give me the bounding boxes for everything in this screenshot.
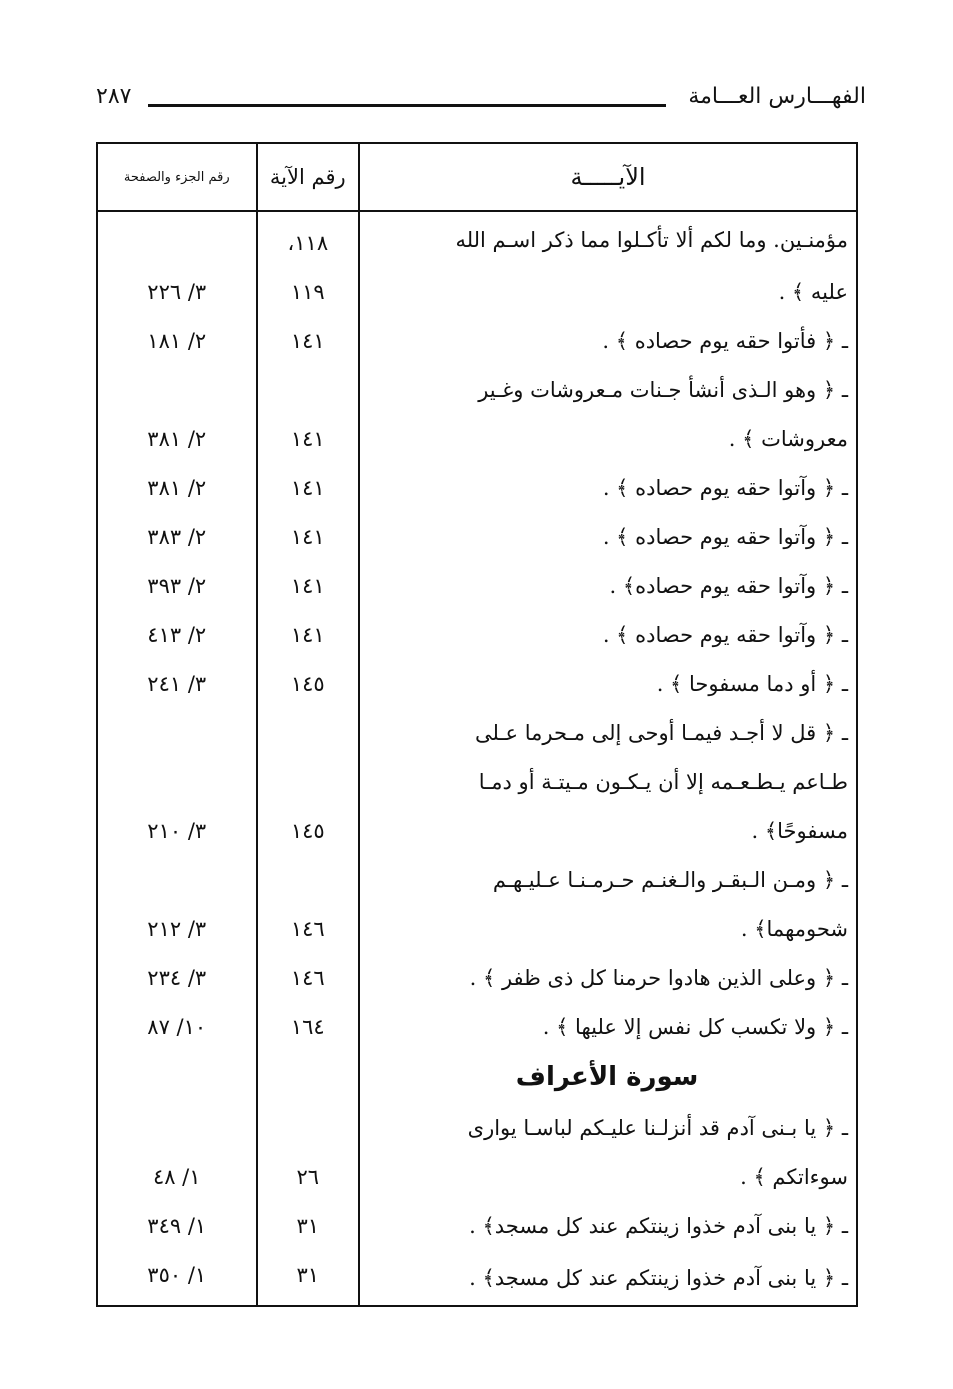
ayah-text: ـ ﴿ ومـن الـبقـر والـغنـم حـرمـنـا عـليـهـم	[359, 855, 857, 904]
header-ayah: الآيـــــة	[359, 143, 857, 211]
table-row	[97, 414, 857, 463]
ayah-number	[257, 1103, 360, 1152]
table-row	[97, 316, 857, 365]
page-header	[96, 84, 866, 124]
ayah-text: ـ ﴿ ولا تكسب كل نفس إلا عليها ﴾ .	[359, 1002, 857, 1051]
ayah-number: ١٤٥	[257, 659, 360, 708]
part-page-ref: ٣/ ٢٢٦	[97, 267, 257, 316]
table-row	[97, 1250, 857, 1306]
table-row	[97, 757, 857, 806]
table-row	[97, 512, 857, 561]
ayah-text: سوءاتكم ﴾ .	[359, 1152, 857, 1201]
table-row	[97, 365, 857, 414]
table-row	[97, 855, 857, 904]
part-page-ref	[97, 708, 257, 757]
ayah-number: ١٦٤	[257, 1002, 360, 1051]
page-number: ٢٨٧	[96, 84, 132, 109]
part-page-ref: ١/ ٣٥٠	[97, 1250, 257, 1306]
ayah-number: ١٤١	[257, 463, 360, 512]
ayah-number	[257, 708, 360, 757]
ayah-text: ـ ﴿ وهو الـذى أنشأ جـنات مـعروشات وغـير	[359, 365, 857, 414]
ayah-number: ١٤٥	[257, 806, 360, 855]
ayah-number: ١٤١	[257, 316, 360, 365]
surah-heading-row	[97, 1051, 857, 1103]
part-page-ref: ٣/ ٢٤١	[97, 659, 257, 708]
part-page-ref: ٢/ ١٨١	[97, 316, 257, 365]
table-row	[97, 1152, 857, 1201]
part-page-ref: ٢/ ٣٩٣	[97, 561, 257, 610]
ayah-number: ١٤١	[257, 610, 360, 659]
part-page-ref: ٣/ ٢١٠	[97, 806, 257, 855]
ayah-number	[257, 855, 360, 904]
table-row	[97, 463, 857, 512]
part-page-ref: ١/ ٣٤٩	[97, 1201, 257, 1250]
table-row	[97, 267, 857, 316]
part-page-ref: ١٠/ ٨٧	[97, 1002, 257, 1051]
running-title: الفهـــارس العـــامة	[688, 84, 866, 109]
part-page-ref: ٢/ ٣٨١	[97, 463, 257, 512]
ayah-index-table	[96, 142, 858, 1307]
ayah-text: ـ ﴿ وآتوا حقه يوم حصاده﴾ .	[359, 561, 857, 610]
table-row	[97, 561, 857, 610]
table-row	[97, 953, 857, 1002]
table-row	[97, 1201, 857, 1250]
table-row	[97, 610, 857, 659]
ayah-text: معروشات ﴾ .	[359, 414, 857, 463]
ayah-text: ـ ﴿ وآتوا حقه يوم حصاده ﴾ .	[359, 512, 857, 561]
ayah-text: طـاعم يـطـعـمه إلا أن يـكـون مـيتـة أو دمـا	[359, 757, 857, 806]
part-page-ref: ١/ ٤٨	[97, 1152, 257, 1201]
ayah-text: ـ ﴿ يا بنى آدم خذوا زينتكم عند كل مسجد﴾ .	[359, 1250, 857, 1306]
ayah-text: ـ ﴿ وآتوا حقه يوم حصاده ﴾ .	[359, 610, 857, 659]
table-header-row	[97, 143, 857, 211]
ayah-number	[257, 365, 360, 414]
table-row	[97, 1103, 857, 1152]
header-ayah-number: رقم الآية	[257, 143, 360, 211]
ayah-text: ـ ﴿ فأتوا حقه يوم حصاده ﴾ .	[359, 316, 857, 365]
header-rule	[148, 104, 666, 107]
header-part-page: رقم الجزء والصفحة	[97, 143, 257, 211]
part-page-ref: ٣/ ٢١٢	[97, 904, 257, 953]
ayah-text: ـ ﴿ قل لا أجـد فيمـا أوحى إلى مـحرما عـلى	[359, 708, 857, 757]
table-row	[97, 806, 857, 855]
part-page-ref	[97, 1103, 257, 1152]
ayah-text: ـ ﴿ يا بنى آدم خذوا زينتكم عند كل مسجد﴾ .	[359, 1201, 857, 1250]
ayah-number: ١١٩	[257, 267, 360, 316]
ayah-number: ٢٦	[257, 1152, 360, 1201]
part-page-ref: ٢/ ٤١٣	[97, 610, 257, 659]
ayah-number: ٣١	[257, 1250, 360, 1306]
ayah-number: ١٤٦	[257, 904, 360, 953]
part-page-ref	[97, 1051, 257, 1103]
part-page-ref	[97, 211, 257, 267]
ayah-text: مؤمنـين. وما لكم ألا تأكـلوا مما ذكر اسـم الله	[359, 211, 857, 267]
part-page-ref	[97, 365, 257, 414]
table-row	[97, 1002, 857, 1051]
ayah-number: ٣١	[257, 1201, 360, 1250]
part-page-ref: ٢/ ٣٨٣	[97, 512, 257, 561]
table-row	[97, 904, 857, 953]
ayah-number	[257, 1051, 360, 1103]
ayah-number: ١٤١	[257, 561, 360, 610]
ayah-number: ١٤١	[257, 512, 360, 561]
ayah-text: ـ ﴿ أو دما مسفوحا ﴾ .	[359, 659, 857, 708]
surah-title: سورة الأعراف	[359, 1051, 857, 1103]
part-page-ref: ٢/ ٣٨١	[97, 414, 257, 463]
table-row	[97, 659, 857, 708]
table-row	[97, 211, 857, 267]
ayah-text: شحومهما﴾ .	[359, 904, 857, 953]
part-page-ref	[97, 757, 257, 806]
part-page-ref: ٣/ ٢٣٤	[97, 953, 257, 1002]
table-row	[97, 708, 857, 757]
ayah-text: ـ ﴿ يا بـنى آدم قد أنزلـنا عليـكم لباسـا يوارى	[359, 1103, 857, 1152]
table-body	[97, 211, 857, 1306]
part-page-ref	[97, 855, 257, 904]
ayah-number: ١٤١	[257, 414, 360, 463]
ayah-number: ١١٨،	[257, 211, 360, 267]
ayah-number: ١٤٦	[257, 953, 360, 1002]
ayah-text: عليه ﴾ .	[359, 267, 857, 316]
ayah-text: ـ ﴿ وعلى الذين هادوا حرمنا كل ذى ظفر ﴾ .	[359, 953, 857, 1002]
ayah-number	[257, 757, 360, 806]
ayah-text: مسفوحًا﴾ .	[359, 806, 857, 855]
ayah-text: ـ ﴿ وآتوا حقه يوم حصاده ﴾ .	[359, 463, 857, 512]
